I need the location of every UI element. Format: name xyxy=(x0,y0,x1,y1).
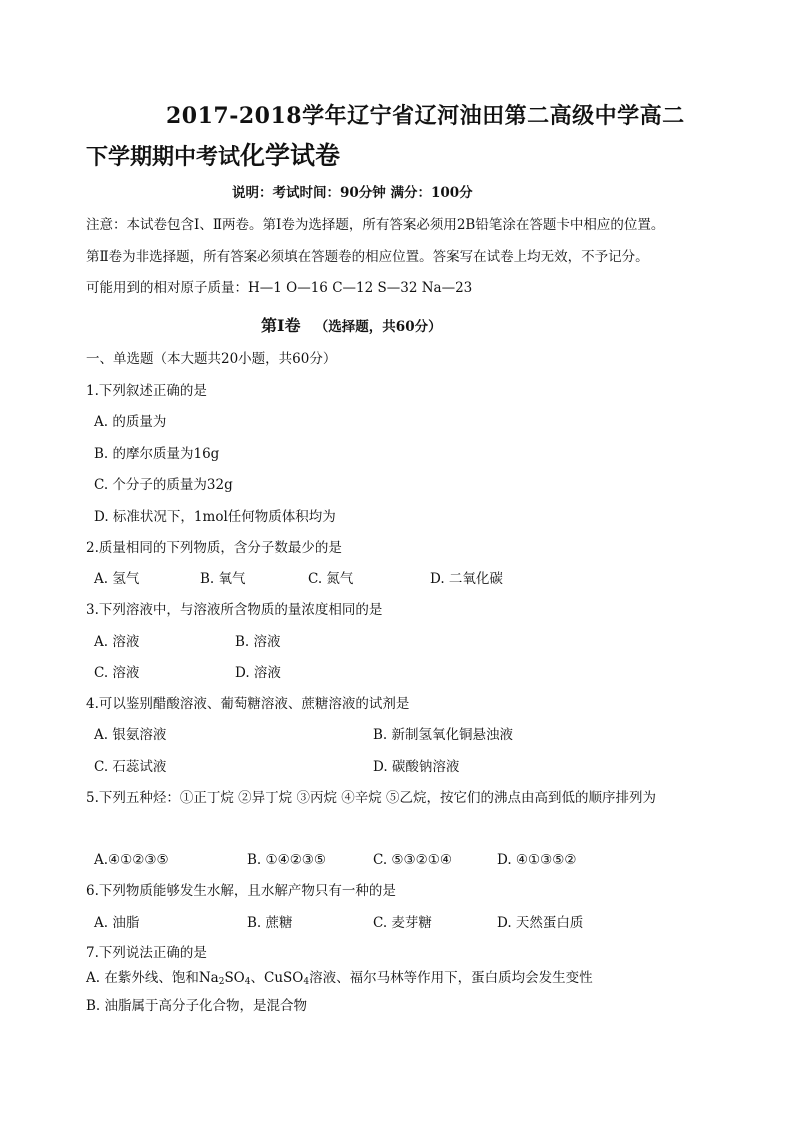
option-a[interactable]: A.④①②③⑤ xyxy=(94,852,169,868)
option-c[interactable]: C. 麦芽糖 xyxy=(373,915,432,931)
option-a[interactable] xyxy=(86,970,593,986)
option-c[interactable]: C. 石蕊试液 xyxy=(94,759,167,775)
question-stem: 6.下列物质能够发生水解，且水解产物只有一种的是 xyxy=(86,883,396,899)
subscript: 2 xyxy=(218,977,225,987)
question-stem: 1.下列叙述正确的是 xyxy=(86,383,207,399)
question-stem: 2.质量相同的下列物质，含分子数最少的是 xyxy=(86,540,342,556)
option-a-text-3: 、CuSO xyxy=(250,970,304,986)
option-d[interactable]: D. 溶液 xyxy=(235,665,281,681)
option-d[interactable]: D. ④①③⑤② xyxy=(497,852,577,868)
exam-subtitle: 说明：考试时间：90分钟 满分：100分 xyxy=(232,185,473,201)
exam-title-part1: 下学期期中考试 xyxy=(86,144,241,170)
option-a[interactable]: A. 油脂 xyxy=(94,915,140,931)
question-stem: 4.可以鉴别醋酸溶液、葡萄糖溶液、蔗糖溶液的试剂是 xyxy=(86,696,410,712)
question-stem: 7.下列说法正确的是 xyxy=(86,945,207,961)
question-stem: 3.下列溶液中，与溶液所含物质的量浓度相同的是 xyxy=(86,602,383,618)
option-a-text-4: 溶液、福尔马林等作用下，蛋白质均会发生变性 xyxy=(309,970,593,986)
option-b[interactable]: B. 的摩尔质量为16g xyxy=(94,446,220,462)
option-a-text-2: SO xyxy=(224,970,245,986)
option-b[interactable]: B. 油脂属于高分子化合物，是混合物 xyxy=(86,998,308,1014)
option-c[interactable]: C. 溶液 xyxy=(94,665,140,681)
question-stem: 5.下列五种烃：①正丁烷 ②异丁烷 ③丙烷 ④辛烷 ⑤乙烷，按它们的沸点由高到低的顺序排列为 xyxy=(86,790,657,806)
subscript: 4 xyxy=(303,977,310,987)
option-a-text-1: A. 在紫外线、饱和Na xyxy=(86,970,219,986)
option-a[interactable]: A. 银氨溶液 xyxy=(94,727,167,743)
part-heading: 一、单选题（本大题共20小题，共60分） xyxy=(86,351,337,367)
exam-title-line2 xyxy=(86,143,340,170)
option-a[interactable]: A. 溶液 xyxy=(94,634,140,650)
option-d[interactable]: D. 碳酸钠溶液 xyxy=(373,759,460,775)
section-heading xyxy=(261,316,442,336)
option-b[interactable]: B. ①④②③⑤ xyxy=(247,852,327,868)
option-c[interactable]: C. 个分子的质量为32g xyxy=(94,477,233,493)
note-line-3: 可能用到的相对原子质量：H—1 O—16 C—12 S—32 Na—23 xyxy=(86,280,473,296)
option-d[interactable]: D. 标准状况下，1mol任何物质体积均为 xyxy=(94,509,336,525)
exam-title-part2: 化学试卷 xyxy=(240,141,341,170)
option-b[interactable]: B. 蔗糖 xyxy=(247,915,293,931)
exam-title-line1: 2017-2018学年辽宁省辽河油田第二高级中学高二 xyxy=(166,103,685,129)
option-c[interactable]: C. 氮气 xyxy=(308,571,354,587)
note-line-1: 注意：本试卷包含Ⅰ、Ⅱ两卷。第Ⅰ卷为选择题，所有答案必须用2B铅笔涂在答题卡中相应的位置。 xyxy=(86,217,665,233)
option-b[interactable]: B. 新制氢氧化铜悬浊液 xyxy=(373,727,514,743)
option-c[interactable]: C. ⑤③②①④ xyxy=(373,852,452,868)
option-d[interactable]: D. 天然蛋白质 xyxy=(497,915,584,931)
subscript: 4 xyxy=(244,977,251,987)
note-line-2: 第Ⅱ卷为非选择题，所有答案必须填在答题卷的相应位置。答案写在试卷上均无效，不予记分。 xyxy=(86,249,649,265)
option-d[interactable]: D. 二氧化碳 xyxy=(430,571,503,587)
section-title: 第Ⅰ卷 xyxy=(261,316,301,335)
option-a[interactable]: A. 的质量为 xyxy=(94,414,167,430)
option-b[interactable]: B. 溶液 xyxy=(235,634,281,650)
option-b[interactable]: B. 氧气 xyxy=(200,571,246,587)
option-a[interactable]: A. 氢气 xyxy=(94,571,140,587)
section-subtitle: （选择题，共60分） xyxy=(314,319,442,335)
